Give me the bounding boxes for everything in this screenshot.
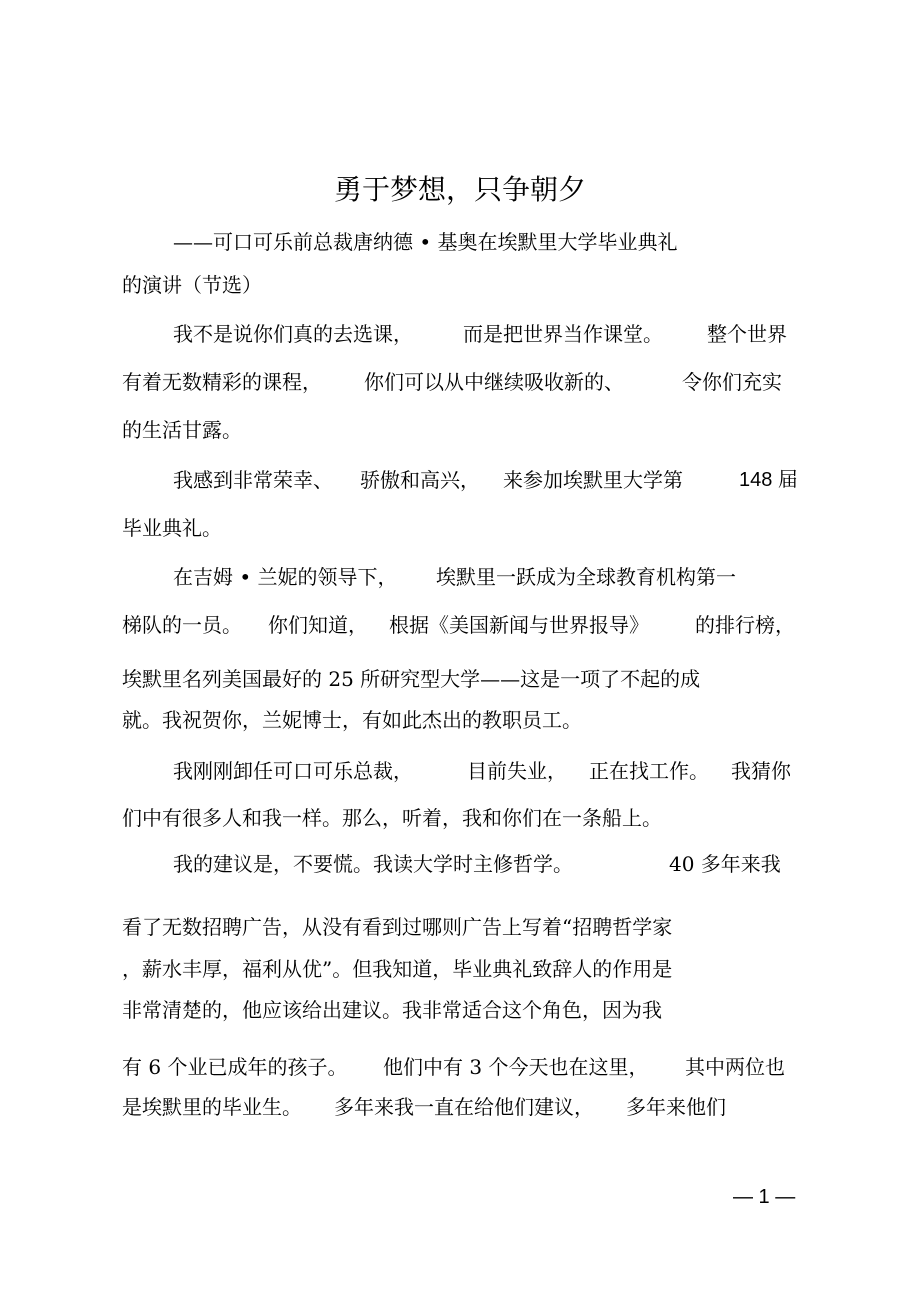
text-segment: 埃默里名列美国最好的 25 所研究型大学——这是一项了不起的成 bbox=[122, 667, 701, 691]
text-segment: 骄傲和高兴， bbox=[360, 468, 480, 492]
document-title: 勇于梦想，只争朝夕 bbox=[333, 173, 586, 206]
text-segment: 就。我祝贺你，兰妮博士，有如此杰出的教职员工。 bbox=[122, 708, 582, 732]
text-segment: 你们知道， bbox=[268, 613, 368, 637]
text-segment: 有着无数精彩的课程， bbox=[122, 370, 322, 394]
text-segment: 多年来我一直在给他们建议， bbox=[334, 1095, 594, 1119]
text-segment: 我猜你 bbox=[731, 759, 791, 783]
text-segment: 我不是说你们真的去选课， bbox=[173, 322, 413, 346]
text-segment: 我刚刚卸任可口可乐总裁， bbox=[173, 759, 413, 783]
text-segment: 看了无数招聘广告，从没有看到过哪则广告上写着“招聘哲学家 bbox=[122, 915, 673, 939]
text-segment: 多年来他们 bbox=[626, 1095, 726, 1119]
text-segment: 我的建议是，不要慌。我读大学时主修哲学。 bbox=[173, 852, 573, 876]
text-segment: 根据《美国新闻与世界报导》 bbox=[389, 613, 649, 637]
text-segment: 埃默里一跃成为全球教育机构第一 bbox=[436, 565, 736, 589]
text-segment: ，薪水丰厚，福利从优”。但我知道，毕业典礼致辞人的作用是 bbox=[122, 957, 673, 981]
text-segment: 梯队的一员。 bbox=[122, 613, 242, 637]
text-segment: 其中两位也 bbox=[685, 1055, 785, 1079]
page-number: — 1 — bbox=[733, 1186, 796, 1208]
text-segment: 你们可以从中继续吸收新的、 bbox=[364, 370, 624, 394]
text-segment: 整个世界 bbox=[707, 322, 787, 346]
text-segment: 目前失业， bbox=[467, 759, 567, 783]
text-segment: 正在找工作。 bbox=[589, 759, 709, 783]
text-segment: 是埃默里的毕业生。 bbox=[122, 1095, 302, 1119]
text-segment: 而是把世界当作课堂。 bbox=[463, 322, 663, 346]
subtitle-line: ——可口可乐前总裁唐纳德 • 基奥在埃默里大学毕业典礼 bbox=[173, 230, 678, 254]
text-segment: 有 6 个业已成年的孩子。 bbox=[122, 1055, 348, 1079]
text-segment: 他们中有 3 个今天也在这里， bbox=[383, 1055, 649, 1079]
text-segment: 毕业典礼。 bbox=[122, 516, 222, 540]
subtitle-line: 的演讲（节选） bbox=[122, 273, 262, 297]
text-segment: 的排行榜， bbox=[695, 613, 795, 637]
text-segment: 在吉姆 • 兰妮的领导下， bbox=[173, 565, 398, 589]
text-segment: 148 届 bbox=[739, 469, 798, 491]
text-segment: 非常清楚的，他应该给出建议。我非常适合这个角色，因为我 bbox=[122, 998, 662, 1022]
text-segment: 们中有很多人和我一样。那么，听着，我和你们在一条船上。 bbox=[122, 806, 662, 830]
text-segment: 40 多年来我 bbox=[669, 852, 781, 876]
text-segment: 我感到非常荣幸、 bbox=[173, 468, 333, 492]
text-segment: 的生活甘露。 bbox=[122, 418, 242, 442]
text-segment: 来参加埃默里大学第 bbox=[503, 468, 683, 492]
text-segment: 令你们充实 bbox=[682, 370, 782, 394]
